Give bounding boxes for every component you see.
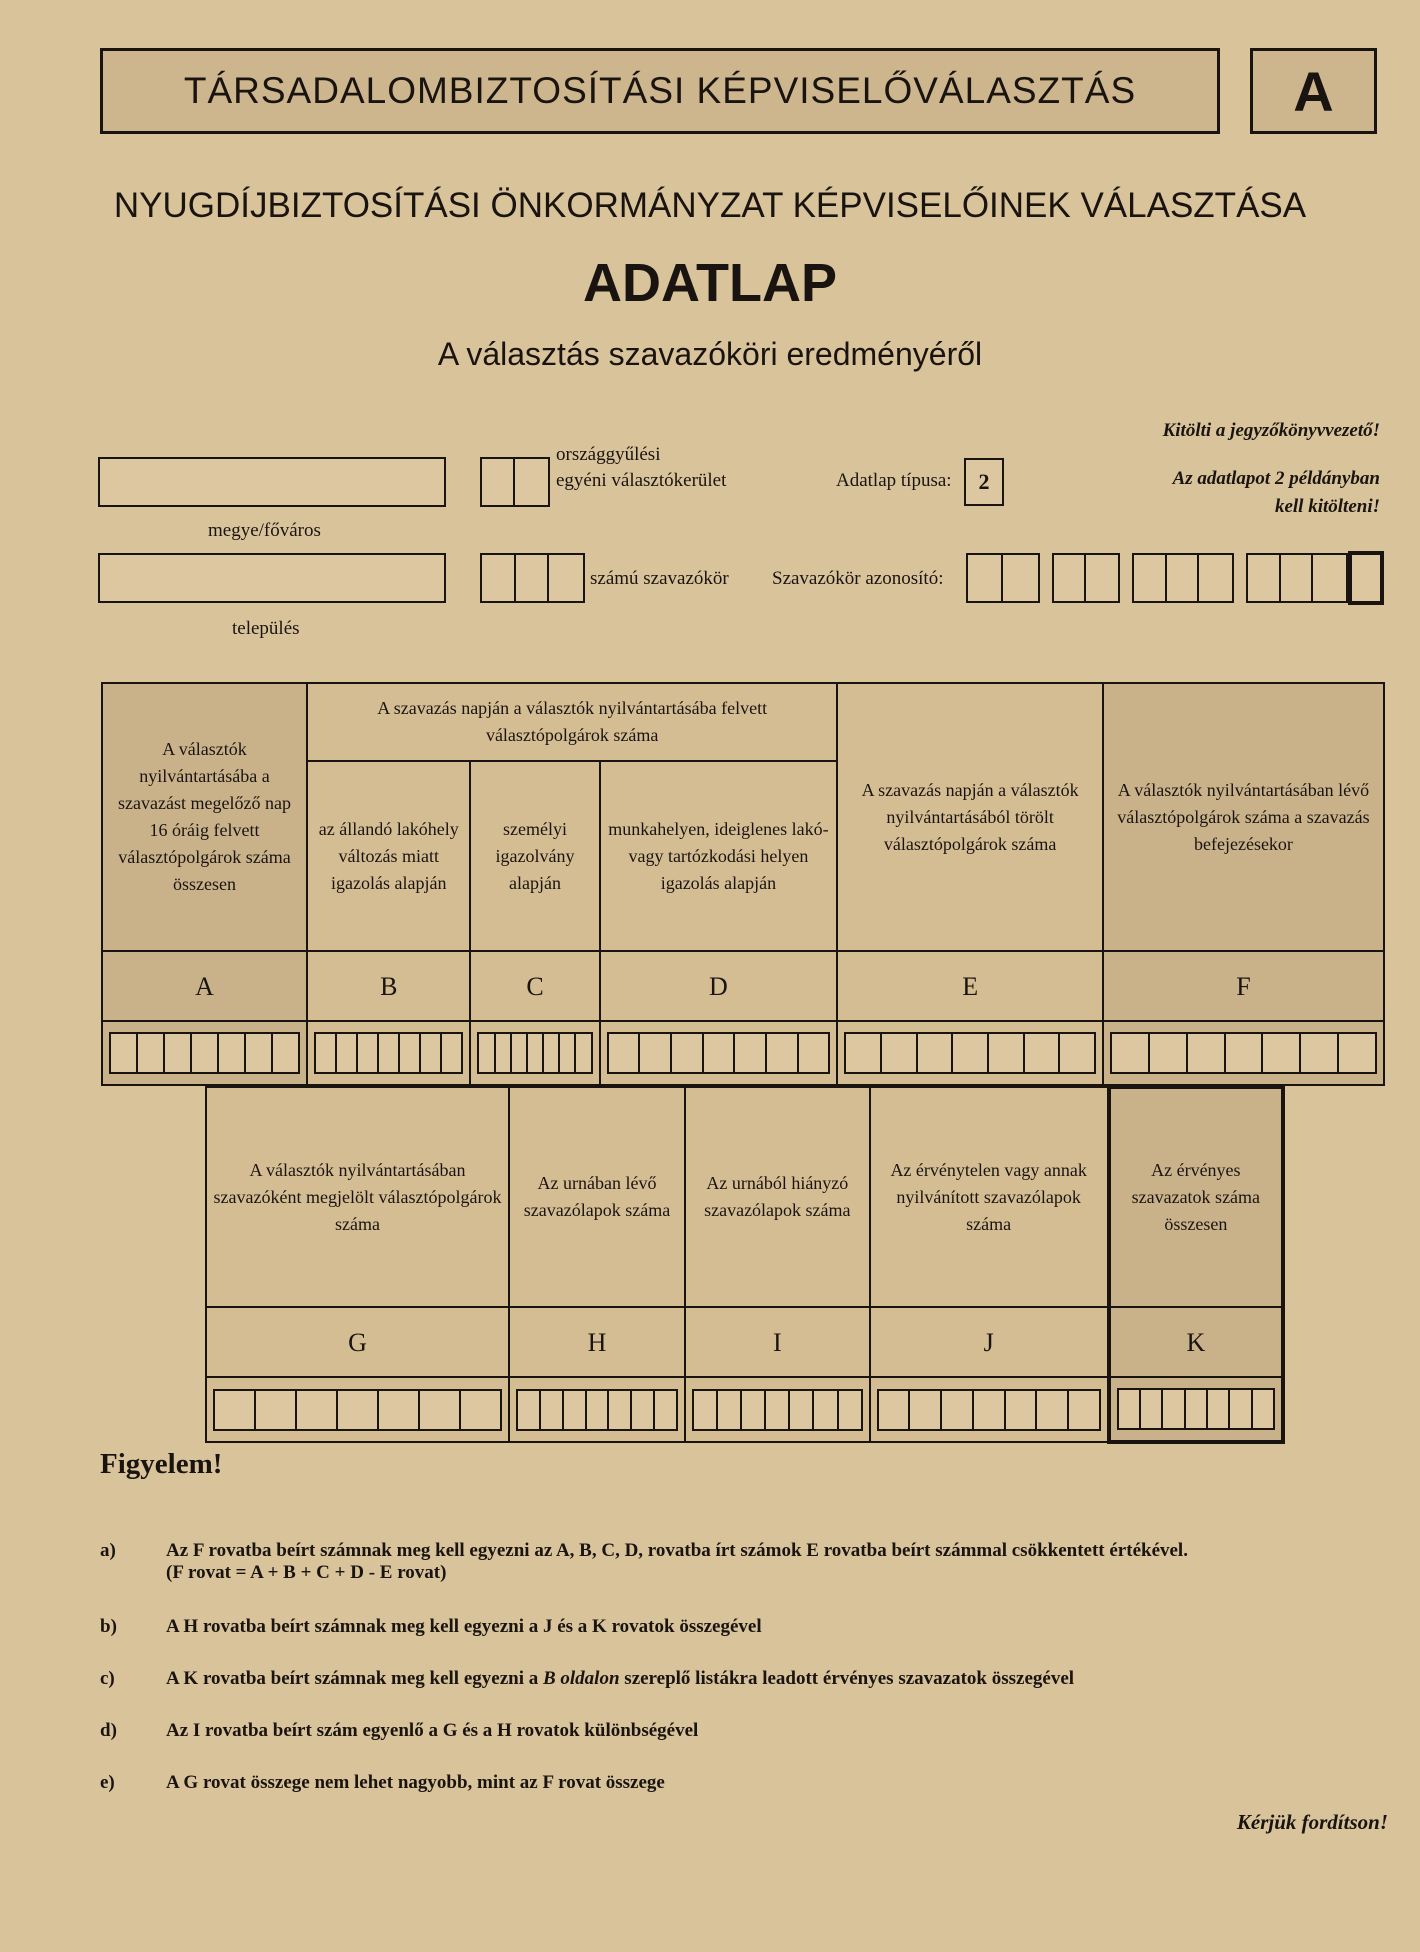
col-g-letter: G xyxy=(206,1307,509,1377)
col-f-input[interactable] xyxy=(1103,1021,1384,1085)
rule-a-formula: (F rovat = A + B + C + D - E rovat) xyxy=(166,1562,447,1583)
col-f-letter: F xyxy=(1103,951,1384,1021)
col-a-letter: A xyxy=(102,951,307,1021)
form-letter: A xyxy=(1293,59,1334,123)
rule-e-text: A G rovat összege nem lehet nagyobb, mint az F rovat összege xyxy=(166,1772,665,1793)
table-ballot-counts xyxy=(205,1085,1285,1444)
col-c-header: személyi igazolvány alapján xyxy=(470,761,599,951)
rule-d-label: d) xyxy=(100,1720,117,1741)
station-id-group-2[interactable] xyxy=(1052,553,1120,603)
col-j-letter: J xyxy=(870,1307,1109,1377)
turn-page-note: Kérjük fordítson! xyxy=(1236,1810,1388,1834)
settlement-input[interactable] xyxy=(98,553,446,603)
rule-b-label: b) xyxy=(100,1616,117,1637)
page-subtitle: A választás szavazóköri eredményéről xyxy=(437,336,983,372)
col-i-input[interactable] xyxy=(685,1377,870,1442)
rule-d xyxy=(100,1720,1390,1742)
form-title: TÁRSADALOMBIZTOSÍTÁSI KÉPVISELŐVÁLASZTÁS xyxy=(183,70,1137,111)
filled-by-note: Kitölti a jegyzőkönyvvezető! xyxy=(1162,420,1380,441)
table-voter-counts xyxy=(101,682,1385,1086)
copies-note-line2: kell kitölteni! xyxy=(1274,496,1380,517)
rule-c-label: c) xyxy=(100,1668,115,1689)
col-c-input[interactable] xyxy=(470,1021,599,1085)
polling-station-number-input[interactable] xyxy=(480,553,585,603)
col-j-input[interactable] xyxy=(870,1377,1109,1442)
attention-title: Figyelem! xyxy=(100,1448,223,1480)
rule-b-text: A H rovatba beírt számnak meg kell egyezni a J és a K rovatok összegével xyxy=(166,1616,762,1637)
col-d-input[interactable] xyxy=(600,1021,838,1085)
station-id-group-3[interactable] xyxy=(1132,553,1234,603)
station-id-label: Szavazókör azonosító: xyxy=(772,568,944,589)
form-type-label: Adatlap típusa: xyxy=(836,470,952,491)
col-g-input[interactable] xyxy=(206,1377,509,1442)
settlement-label: település xyxy=(232,618,300,639)
col-k-input[interactable] xyxy=(1109,1377,1283,1442)
col-h-header: Az urnában lévő szavazólapok száma xyxy=(509,1087,685,1307)
col-h-input[interactable] xyxy=(509,1377,685,1442)
rule-e-label: e) xyxy=(100,1772,115,1793)
station-id-group-1[interactable] xyxy=(966,553,1040,603)
col-b-header: az állandó lakóhely változás miatt igazolás alapján xyxy=(307,761,470,951)
station-id-check-box[interactable] xyxy=(1348,551,1384,605)
group-header: A szavazás napján a választók nyilvántartásába felvett választópolgárok száma xyxy=(307,683,837,761)
col-a-input[interactable] xyxy=(102,1021,307,1085)
county-input[interactable] xyxy=(98,457,446,507)
district-label-line1: országgyűlési xyxy=(556,444,661,465)
page-title: ADATLAP xyxy=(583,253,837,313)
col-e-header: A szavazás napján a választók nyilvántartásából törölt választópolgárok száma xyxy=(837,683,1103,951)
county-label: megye/főváros xyxy=(208,520,321,541)
rule-c-text-italic: B oldalon xyxy=(542,1668,620,1689)
rule-d-text: Az I rovatba beírt szám egyenlő a G és a H rovatok különbségével xyxy=(166,1720,699,1741)
col-f-header: A választók nyilvántartásában lévő választópolgárok száma a szavazás befejezésekor xyxy=(1103,683,1384,951)
col-c-letter: C xyxy=(470,951,599,1021)
col-d-letter: D xyxy=(600,951,838,1021)
col-d-header: munkahelyen, ideiglenes lakó- vagy tartózkodási helyen igazolás alapján xyxy=(600,761,838,951)
col-k-letter: K xyxy=(1109,1307,1283,1377)
rule-c-text-post: szereplő listákra leadott érvényes szavazatok összegével xyxy=(619,1668,1075,1689)
col-i-letter: I xyxy=(685,1307,870,1377)
col-b-input[interactable] xyxy=(307,1021,470,1085)
rule-b xyxy=(100,1616,1390,1638)
rule-a-label: a) xyxy=(100,1540,116,1561)
col-g-header: A választók nyilvántartásában szavazóként megjelölt választópolgárok száma xyxy=(206,1087,509,1307)
form-letter-box xyxy=(1250,48,1377,134)
form-subtitle: NYUGDÍJBIZTOSÍTÁSI ÖNKORMÁNYZAT KÉPVISELŐINEK VÁLASZTÁSA xyxy=(113,186,1307,225)
col-a-header: A választók nyilvántartásába a szavazást megelőző nap 16 óráig felvett választópolgárok száma összesen xyxy=(102,683,307,951)
col-e-letter: E xyxy=(837,951,1103,1021)
rule-e xyxy=(100,1772,1390,1794)
form-type-value-box xyxy=(964,458,1004,506)
rule-c-text-pre: A K rovatba beírt számnak meg kell egyezni a xyxy=(166,1668,543,1689)
col-i-header: Az urnából hiányzó szavazólapok száma xyxy=(685,1087,870,1307)
polling-station-label: számú szavazókör xyxy=(590,568,729,589)
rule-a-text: Az F rovatba beírt számnak meg kell egyezni az A, B, C, D, rovatba írt számok E rovatba beírt számmal csökkentett értékével. xyxy=(166,1540,1188,1561)
station-id-group-4[interactable] xyxy=(1246,553,1348,603)
col-e-input[interactable] xyxy=(837,1021,1103,1085)
district-number-input[interactable] xyxy=(480,457,550,507)
form-type-value: 2 xyxy=(978,469,990,494)
form-title-box xyxy=(100,48,1220,134)
col-k-header: Az érvényes szavazatok száma összesen xyxy=(1109,1087,1283,1307)
rule-c xyxy=(100,1668,1390,1690)
copies-note-line1: Az adatlapot 2 példányban xyxy=(1172,468,1380,489)
rule-a xyxy=(100,1540,1390,1584)
col-h-letter: H xyxy=(509,1307,685,1377)
col-j-header: Az érvénytelen vagy annak nyilvánított szavazólapok száma xyxy=(870,1087,1109,1307)
district-label-line2: egyéni választókerület xyxy=(556,470,727,491)
col-b-letter: B xyxy=(307,951,470,1021)
